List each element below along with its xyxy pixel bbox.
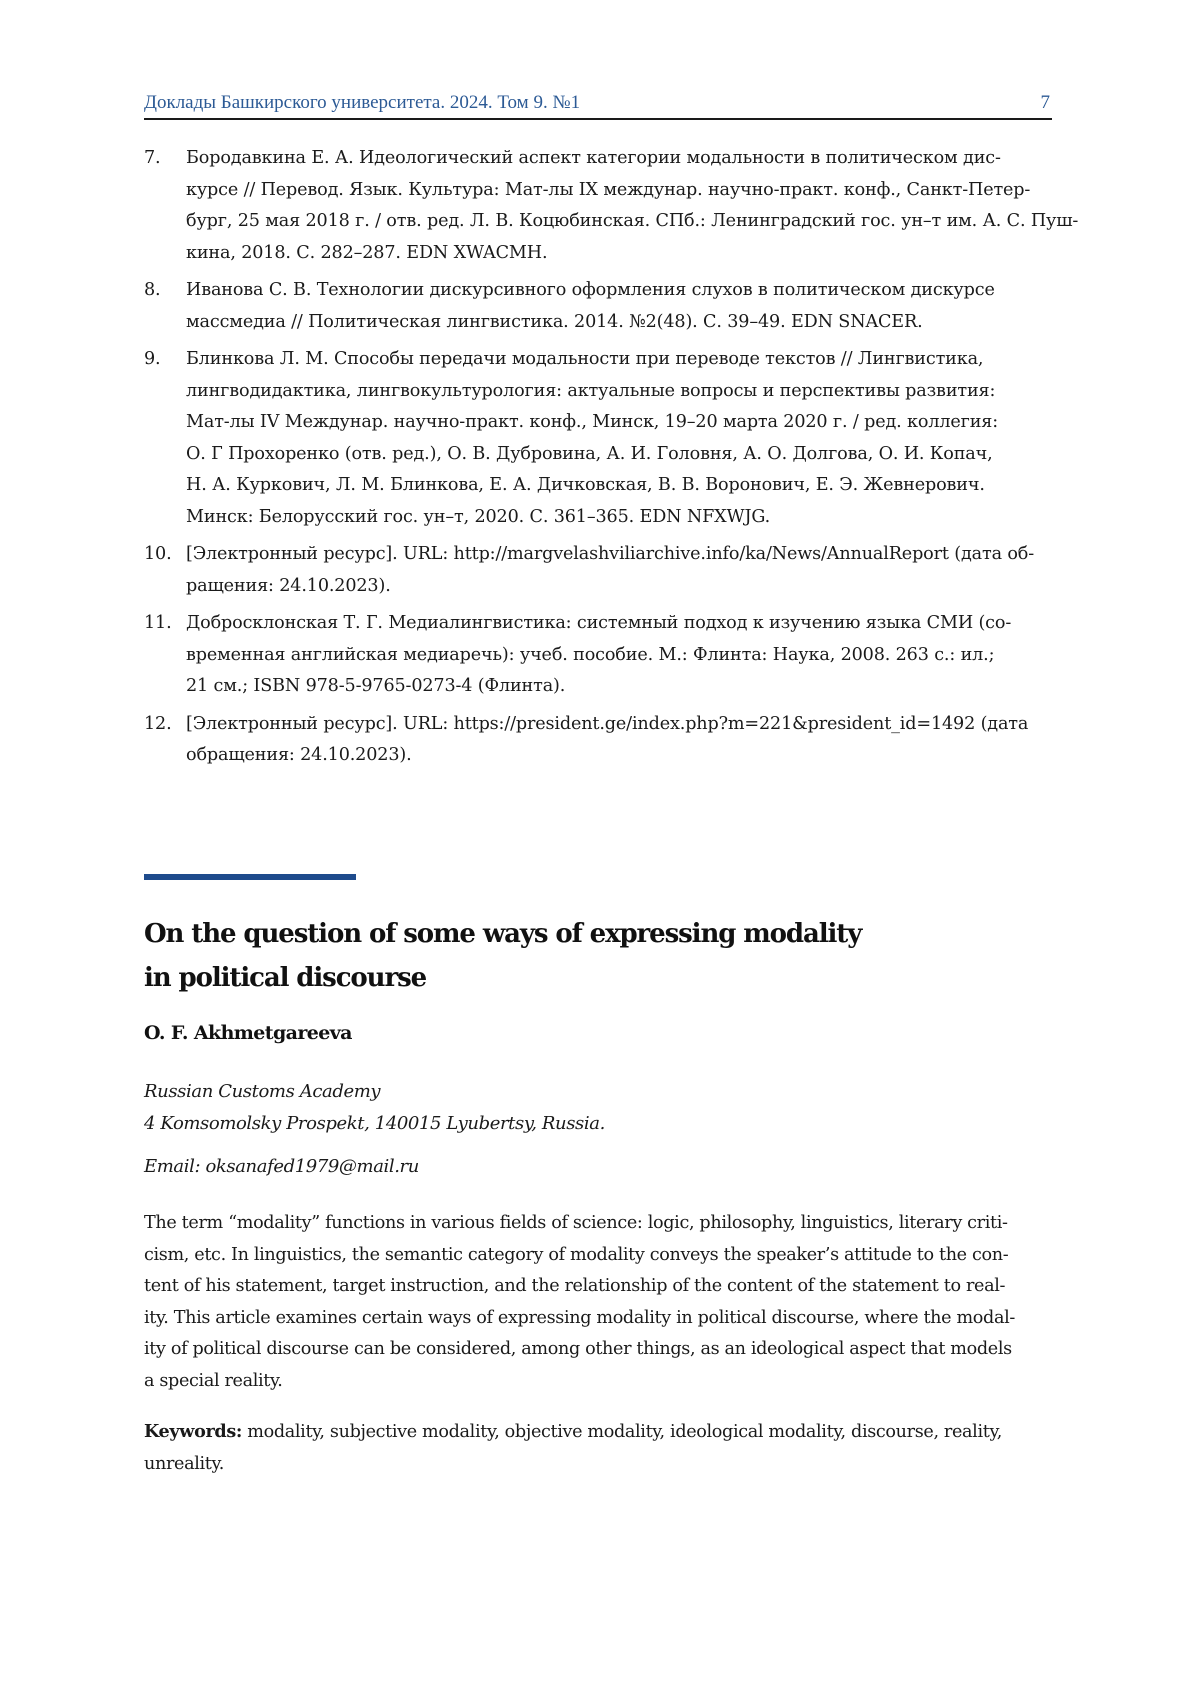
- reference-line: Добросклонская Т. Г. Медиалингвистика: системный подход к изучению языка СМИ (со-: [186, 613, 1012, 633]
- affiliation-address: 4 Komsomolsky Prospekt, 140015 Lyubertsy, Russia.: [144, 1113, 605, 1134]
- reference-text: [186, 344, 1064, 533]
- article-title: [144, 912, 861, 1000]
- section-accent-bar: [144, 874, 356, 880]
- abstract-line: ity of political discourse can be considered, among other things, as an ideological aspect that models: [144, 1339, 1012, 1359]
- reference-text: [186, 143, 1078, 269]
- affiliation-organization: Russian Customs Academy: [144, 1081, 381, 1102]
- reference-line: Мат-лы IV Междунар. научно-практ. конф., Минск, 19–20 марта 2020 г. / ред. коллегия:: [186, 412, 999, 432]
- reference-item: [144, 608, 1064, 703]
- keywords-line: [144, 1416, 1064, 1449]
- reference-text: [186, 709, 1064, 772]
- reference-text: [186, 608, 1064, 703]
- author-name: O. F. Akhmetgareeva: [144, 1022, 352, 1044]
- reference-item: [144, 275, 1064, 338]
- author-affiliation: [144, 1076, 605, 1140]
- abstract-line: The term “modality” functions in various fields of science: logic, philosophy, linguistics, literary criti-: [144, 1213, 1008, 1233]
- reference-number: 12.: [144, 713, 172, 734]
- keywords-line: unreality.: [144, 1453, 224, 1474]
- reference-line: Блинкова Л. М. Способы передачи модальности при переводе текстов // Лингвистика,: [186, 349, 984, 369]
- abstract-line: ity. This article examines certain ways of expressing modality in political discourse, where the modal-: [144, 1307, 1015, 1328]
- reference-line: курсе // Перевод. Язык. Культура: Мат-лы IX междунар. научно-практ. конф., Санкт-Петер-: [186, 179, 1031, 200]
- reference-line: бург, 25 мая 2018 г. / отв. ред. Л. В. Коцюбинская. СПб.: Ленинградский гос. ун–т им. А. С. Пуш-: [186, 211, 1079, 231]
- abstract-line: a special reality.: [144, 1370, 283, 1391]
- reference-list: [144, 143, 1079, 778]
- reference-item: [144, 344, 1064, 533]
- reference-number: 8.: [144, 280, 161, 300]
- keywords-list: modality, subjective modality, objective modality, ideological modality, discourse, reality,: [242, 1422, 1002, 1442]
- reference-number: 7.: [144, 148, 161, 168]
- reference-line: ращения: 24.10.2023).: [186, 575, 391, 596]
- keywords: [144, 1416, 1064, 1480]
- reference-line: временная английская медиаречь): учеб. пособие. М.: Флинта: Наука, 2008. 263 с.: ил.;: [186, 644, 995, 665]
- reference-line: Иванова С. В. Технологии дискурсивного оформления слухов в политическом дискурсе: [186, 280, 995, 300]
- reference-line: Минск: Белорусский гос. ун–т, 2020. С. 361–365. EDN NFXWJG.: [186, 506, 771, 527]
- reference-line: О. Г Прохоренко (отв. ред.), О. В. Дубровина, А. И. Головня, А. О. Долгова, О. И. Копач,: [186, 443, 993, 464]
- journal-title: Доклады Башкирского университета. 2024. Том 9. №1: [144, 92, 581, 113]
- author-email: Email: oksanafed1979@mail.ru: [144, 1156, 419, 1177]
- abstract-line: tent of his statement, target instruction, and the relationship of the content of the statement to real-: [144, 1276, 1006, 1296]
- reference-number: 9.: [144, 349, 161, 369]
- reference-line: Бородавкина Е. А. Идеологический аспект категории модальности в политическом дис-: [186, 148, 1001, 168]
- reference-item: [144, 709, 1064, 772]
- title-line: in political discourse: [144, 963, 427, 993]
- reference-line: лингводидактика, лингвокультурология: актуальные вопросы и перспективы развития:: [186, 380, 996, 401]
- reference-number: 10.: [144, 544, 172, 564]
- reference-line: Н. А. Куркович, Л. М. Блинкова, Е. А. Дичковская, В. В. Воронович, Е. Э. Жевнерович.: [186, 475, 985, 495]
- reference-line: кина, 2018. С. 282–287. EDN XWACMH.: [186, 242, 548, 263]
- abstract: [144, 1208, 1064, 1397]
- reference-line: 21 см.; ISBN 978-5-9765-0273-4 (Флинта).: [186, 676, 566, 696]
- reference-item: [144, 143, 1079, 269]
- reference-url-line: [Электронный ресурс]. URL: https://president.ge/index.php?m=221&president_id=1492 (дата: [186, 713, 1029, 734]
- header-rule: [144, 118, 1052, 120]
- reference-url-line: [Электронный ресурс]. URL: http://margvelashviliarchive.info/ka/News/AnnualReport (дата об-: [186, 544, 1035, 564]
- running-header: [144, 92, 1050, 114]
- abstract-line: cism, etc. In linguistics, the semantic category of modality conveys the speaker’s attitude to the con-: [144, 1244, 1009, 1265]
- reference-line: массмедиа // Политическая лингвистика. 2014. №2(48). С. 39–49. EDN SNACER.: [186, 311, 923, 332]
- title-line: On the question of some ways of expressing modality: [144, 919, 862, 949]
- reference-line: обращения: 24.10.2023).: [186, 745, 412, 765]
- reference-item: [144, 539, 1064, 602]
- reference-number: 11.: [144, 613, 172, 633]
- keywords-label: Keywords:: [144, 1421, 243, 1442]
- reference-text: [186, 275, 1064, 338]
- reference-text: [186, 539, 1064, 602]
- page-number: 7: [1040, 92, 1050, 113]
